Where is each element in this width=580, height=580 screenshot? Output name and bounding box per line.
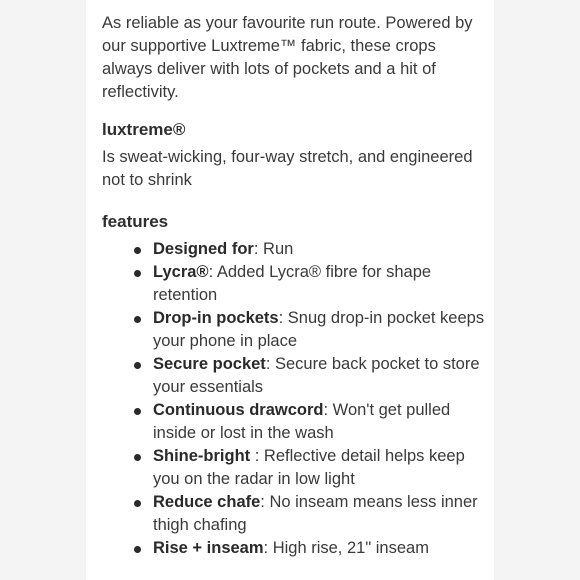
bullet-icon	[134, 316, 141, 323]
feature-item	[102, 399, 486, 445]
fabric-heading: luxtreme®	[102, 120, 186, 139]
feature-term: Rise + inseam	[153, 539, 264, 557]
feature-item	[102, 353, 486, 399]
bullet-icon	[134, 247, 141, 254]
feature-item	[102, 307, 486, 353]
product-description-content	[102, 12, 486, 560]
feature-item	[102, 445, 486, 491]
features-list	[102, 238, 486, 560]
feature-term: Shine-bright	[153, 447, 251, 465]
feature-text: : Added Lycra® fibre for shape retention	[153, 263, 432, 304]
bullet-icon	[134, 454, 141, 461]
feature-term: Lycra®	[153, 263, 209, 281]
feature-text: : Reflective detail helps keep you on the radar in low light	[153, 447, 465, 488]
feature-term: Continuous drawcord	[153, 401, 324, 419]
bullet-icon	[134, 546, 141, 553]
product-description-panel	[86, 0, 494, 580]
feature-text: : No inseam means less inner thigh chafing	[153, 493, 478, 534]
fabric-description: Is sweat-wicking, four-way stretch, and engineered not to shrink	[102, 148, 473, 189]
feature-term: Drop-in pockets	[153, 309, 279, 327]
feature-text: : Run	[253, 240, 294, 258]
feature-term: Secure pocket	[153, 355, 266, 373]
bullet-icon	[134, 270, 141, 277]
product-intro-text: As reliable as your favourite run route. Powered by our supportive Luxtreme™ fabric, these crops always deliver with lots of pockets and a hit of reflectivity.	[102, 14, 473, 101]
feature-text: : Won't get pulled inside or lost in the wash	[153, 401, 451, 442]
feature-item	[102, 261, 486, 307]
feature-item	[102, 238, 486, 261]
feature-item	[102, 491, 486, 537]
feature-item	[102, 537, 486, 560]
feature-text: : Secure back pocket to store your essentials	[153, 355, 480, 396]
features-heading: features	[102, 212, 169, 231]
bullet-icon	[134, 362, 141, 369]
feature-term: Reduce chafe	[153, 493, 261, 511]
feature-text: : Snug drop-in pocket keeps your phone in place	[153, 309, 485, 350]
feature-term: Designed for	[153, 240, 254, 258]
bullet-icon	[134, 500, 141, 507]
bullet-icon	[134, 408, 141, 415]
feature-text: : High rise, 21" inseam	[263, 539, 429, 557]
